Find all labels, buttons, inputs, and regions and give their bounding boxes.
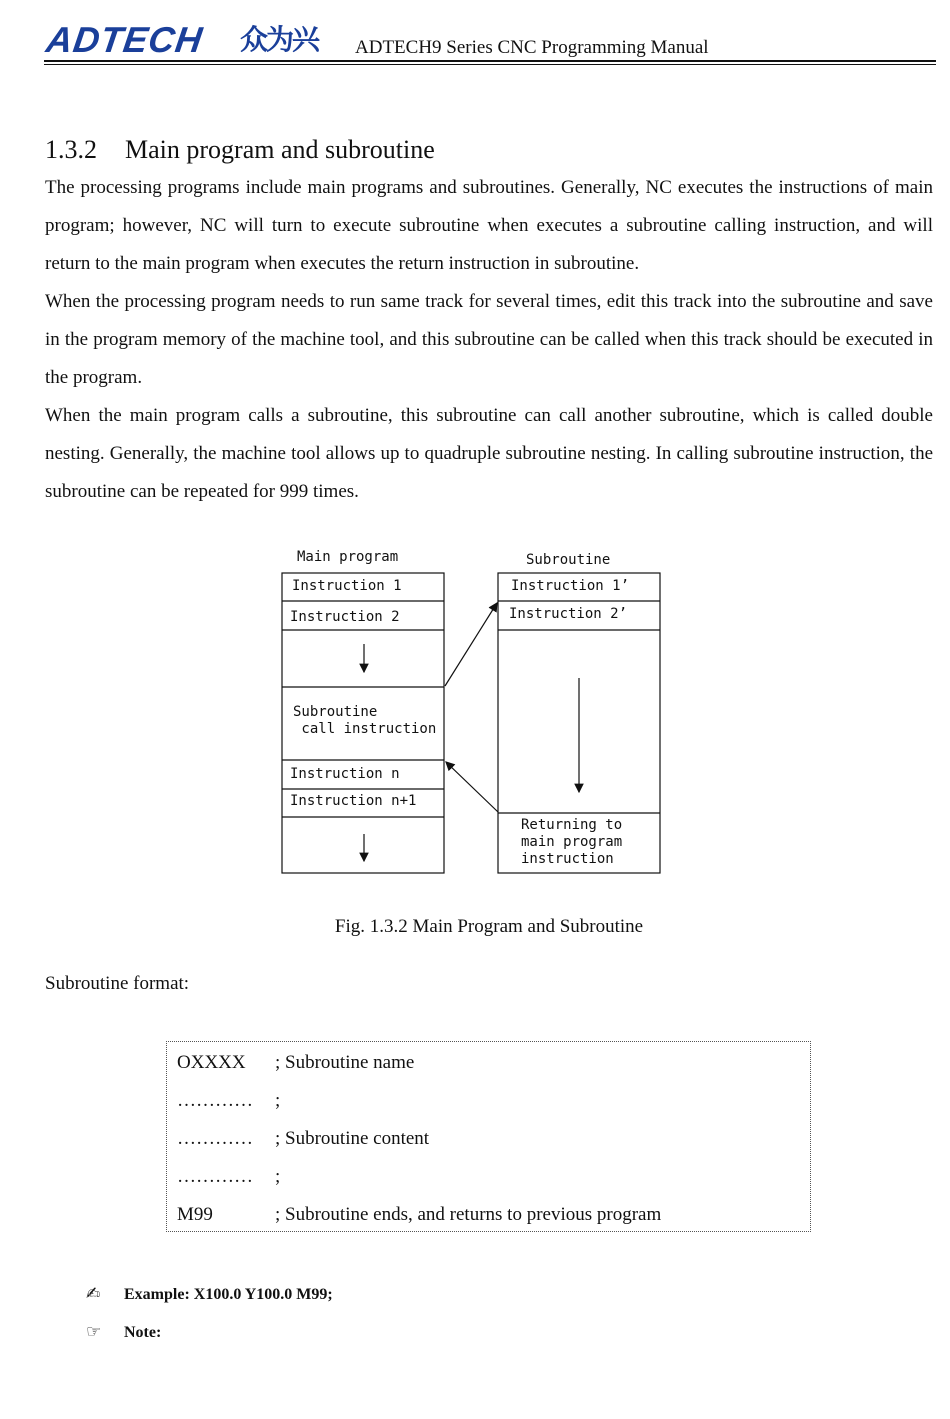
main-instruction-2: Instruction 2 — [290, 609, 400, 625]
code-line — [177, 1164, 280, 1190]
section-number: 1.3.2 — [45, 135, 97, 164]
figure-caption: Fig. 1.3.2 Main Program and Subroutine — [334, 916, 644, 937]
code-line — [177, 1088, 280, 1114]
main-instruction-1: Instruction 1 — [292, 578, 402, 594]
paragraph: When the main program calls a subroutine, this subroutine can call another subroutine, which is called double nesting. Generally, the machine tool allows up to quadruple subroutine nesting. In calling subroutine instruction, the subroutine can be repeated for 999 times. — [45, 405, 933, 502]
code-line — [177, 1126, 429, 1152]
code-comment: ; Subroutine ends, and returns to previous program — [275, 1204, 662, 1225]
note-line — [86, 1321, 161, 1344]
sub-instruction-1: Instruction 1’ — [511, 578, 630, 594]
program-flow-diagram — [280, 548, 665, 878]
adtech-logo: ADTECH — [43, 19, 206, 60]
manual-title: ADTECH9 Series CNC Programming Manual — [355, 37, 709, 58]
code-line — [177, 1050, 414, 1076]
header-divider — [44, 60, 936, 62]
code-comment: ; — [275, 1090, 281, 1111]
code-token: M99 — [177, 1204, 213, 1225]
page-header — [43, 19, 936, 74]
subroutine-format-label: Subroutine format: — [45, 973, 190, 994]
code-token: ………… — [177, 1128, 253, 1149]
returning-instruction: Returning to main program instruction — [521, 817, 623, 867]
main-program-title: Main program — [297, 549, 399, 565]
subroutine-title: Subroutine — [526, 552, 611, 568]
code-comment: ; Subroutine name — [275, 1052, 415, 1073]
writing-hand-icon: ✍ — [86, 1284, 101, 1304]
code-token: ………… — [177, 1166, 253, 1187]
section-title-text: Main program and subroutine — [125, 135, 435, 164]
adtech-logo-chinese: 众为兴 — [240, 23, 319, 56]
sub-instruction-2: Instruction 2’ — [509, 606, 628, 622]
main-instruction-n: Instruction n — [290, 766, 400, 782]
code-comment: ; — [275, 1166, 281, 1187]
subroutine-call-instruction: Subroutine call instruction — [293, 704, 437, 737]
code-token: OXXXX — [177, 1052, 246, 1073]
example-text: Example: X100.0 Y100.0 M99; — [124, 1286, 333, 1303]
code-line — [177, 1202, 661, 1228]
pointing-hand-icon: ☞ — [86, 1322, 102, 1342]
example-line — [86, 1283, 333, 1306]
section-heading — [45, 134, 435, 166]
paragraph: The processing programs include main programs and subroutines. Generally, NC executes the instructions of main program; however, NC will turn to execute subroutine when executes a subroutine calling instruction, and will return to the main program when executes the return instruction in subroutine. — [45, 177, 933, 274]
code-comment: ; Subroutine content — [275, 1128, 430, 1149]
note-text: Note: — [124, 1324, 162, 1341]
paragraph: When the processing program needs to run same track for several times, edit this track into the subroutine and save in the program memory of the machine tool, and this subroutine can be called when this track should be executed in the program. — [45, 291, 933, 388]
code-token: ………… — [177, 1090, 253, 1111]
header-divider-thin — [44, 64, 936, 65]
main-instruction-n-plus-1: Instruction n+1 — [290, 793, 417, 809]
subroutine-format-box — [166, 1041, 811, 1232]
